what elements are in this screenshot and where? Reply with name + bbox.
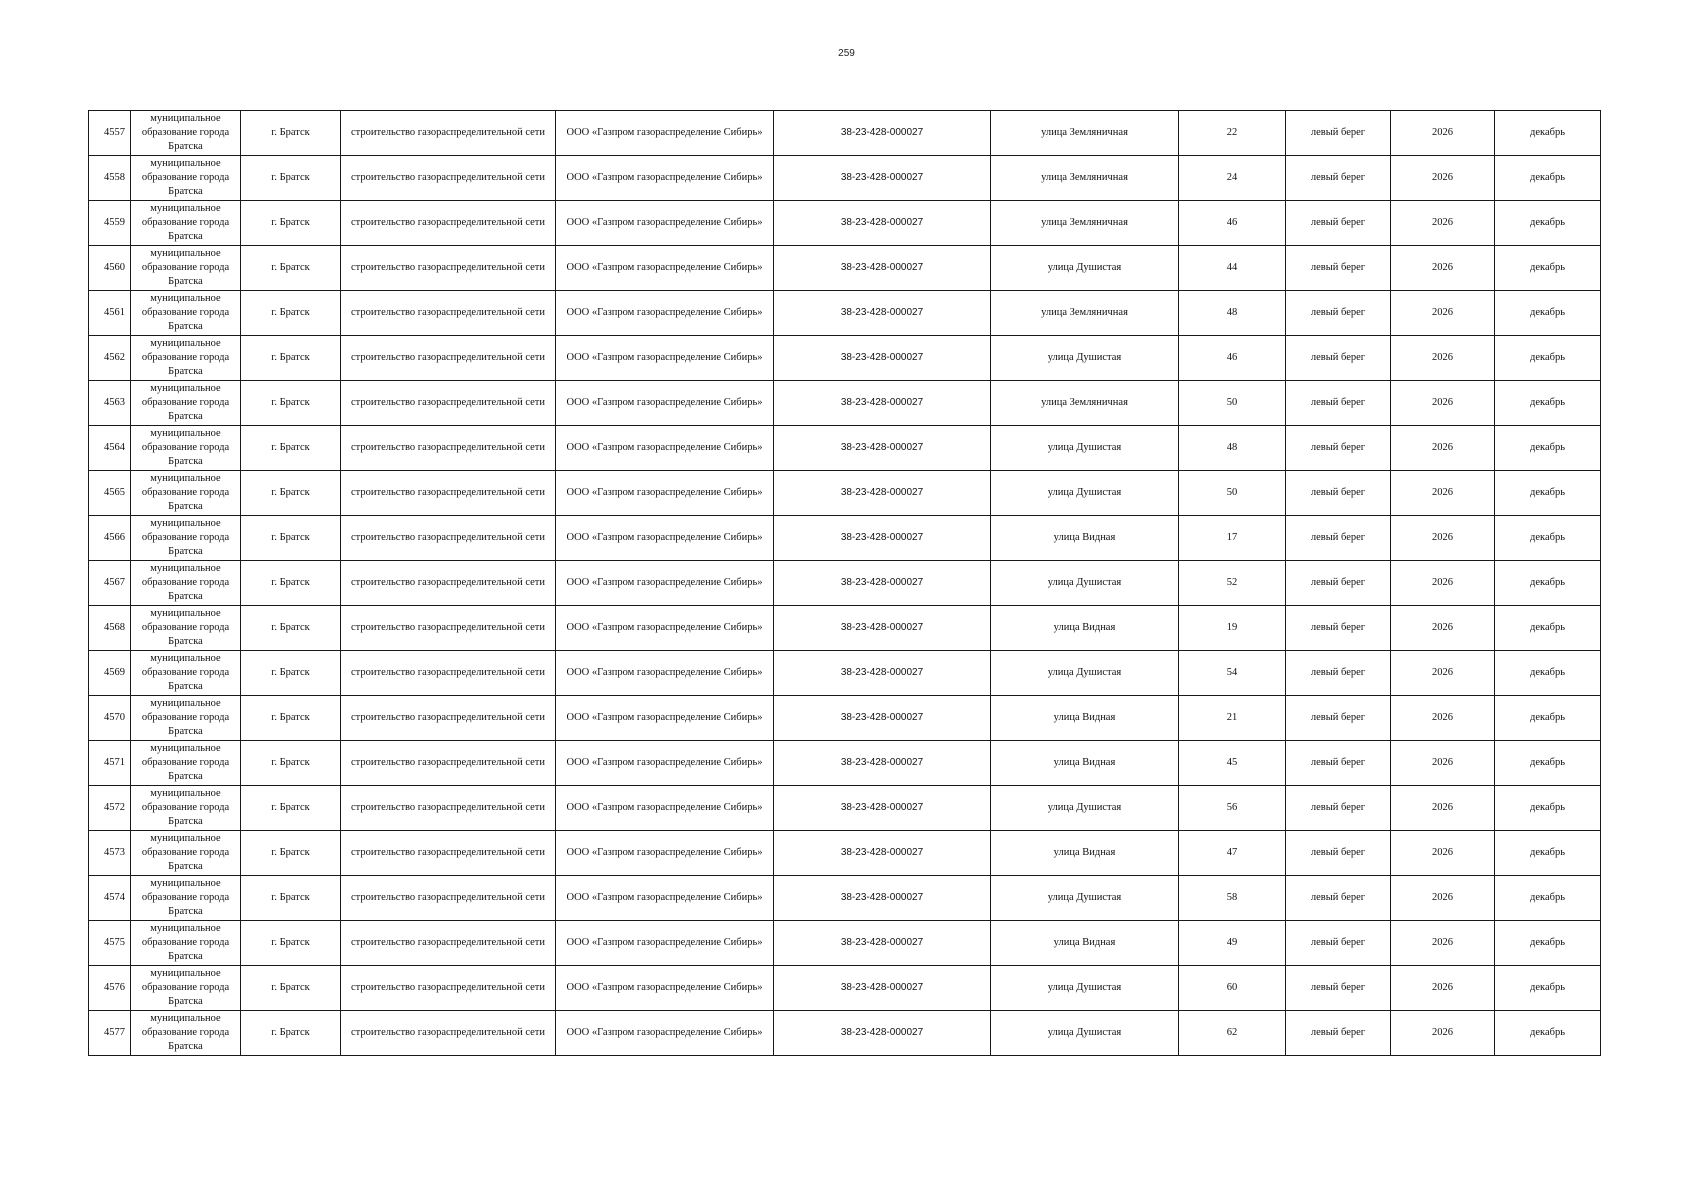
cadastral-number-cell: 38-23-428-000027 [774, 426, 991, 471]
cadastral-number-cell: 38-23-428-000027 [774, 336, 991, 381]
table-row [89, 651, 1601, 696]
cadastral-number-cell: 38-23-428-000027 [774, 1011, 991, 1056]
cadastral-number-cell: 38-23-428-000027 [774, 246, 991, 291]
organization-cell: ООО «Газпром газораспределение Сибирь» [556, 516, 774, 561]
city-cell: г. Братск [241, 786, 341, 831]
row-number-cell: 4569 [89, 651, 131, 696]
street-cell: улица Душистая [991, 246, 1179, 291]
month-cell: декабрь [1495, 426, 1601, 471]
table-row [89, 381, 1601, 426]
street-cell: улица Видная [991, 516, 1179, 561]
municipality-cell: муниципальное образование города Братска [131, 516, 241, 561]
work-type-cell: строительство газораспределительной сети [341, 336, 556, 381]
house-number-cell: 52 [1179, 561, 1286, 606]
municipality-cell: муниципальное образование города Братска [131, 786, 241, 831]
month-cell: декабрь [1495, 921, 1601, 966]
bank-cell: левый берег [1286, 516, 1391, 561]
table-row [89, 246, 1601, 291]
street-cell: улица Земляничная [991, 291, 1179, 336]
month-cell: декабрь [1495, 516, 1601, 561]
bank-cell: левый берег [1286, 561, 1391, 606]
table-row [89, 1011, 1601, 1056]
bank-cell: левый берег [1286, 471, 1391, 516]
year-cell: 2026 [1391, 201, 1495, 246]
row-number-cell: 4562 [89, 336, 131, 381]
street-cell: улица Земляничная [991, 111, 1179, 156]
city-cell: г. Братск [241, 921, 341, 966]
organization-cell: ООО «Газпром газораспределение Сибирь» [556, 1011, 774, 1056]
cadastral-number-cell: 38-23-428-000027 [774, 651, 991, 696]
work-type-cell: строительство газораспределительной сети [341, 201, 556, 246]
city-cell: г. Братск [241, 336, 341, 381]
bank-cell: левый берег [1286, 741, 1391, 786]
city-cell: г. Братск [241, 291, 341, 336]
organization-cell: ООО «Газпром газораспределение Сибирь» [556, 471, 774, 516]
work-type-cell: строительство газораспределительной сети [341, 831, 556, 876]
house-number-cell: 17 [1179, 516, 1286, 561]
work-type-cell: строительство газораспределительной сети [341, 156, 556, 201]
street-cell: улица Душистая [991, 561, 1179, 606]
house-number-cell: 22 [1179, 111, 1286, 156]
row-number-cell: 4567 [89, 561, 131, 606]
cadastral-number-cell: 38-23-428-000027 [774, 111, 991, 156]
month-cell: декабрь [1495, 831, 1601, 876]
month-cell: декабрь [1495, 336, 1601, 381]
organization-cell: ООО «Газпром газораспределение Сибирь» [556, 561, 774, 606]
city-cell: г. Братск [241, 426, 341, 471]
municipality-cell: муниципальное образование города Братска [131, 471, 241, 516]
table-row [89, 966, 1601, 1011]
city-cell: г. Братск [241, 1011, 341, 1056]
cadastral-number-cell: 38-23-428-000027 [774, 696, 991, 741]
city-cell: г. Братск [241, 741, 341, 786]
house-number-cell: 46 [1179, 201, 1286, 246]
cadastral-number-cell: 38-23-428-000027 [774, 831, 991, 876]
house-number-cell: 19 [1179, 606, 1286, 651]
year-cell: 2026 [1391, 651, 1495, 696]
month-cell: декабрь [1495, 561, 1601, 606]
organization-cell: ООО «Газпром газораспределение Сибирь» [556, 651, 774, 696]
city-cell: г. Братск [241, 606, 341, 651]
organization-cell: ООО «Газпром газораспределение Сибирь» [556, 921, 774, 966]
organization-cell: ООО «Газпром газораспределение Сибирь» [556, 246, 774, 291]
organization-cell: ООО «Газпром газораспределение Сибирь» [556, 741, 774, 786]
table-row [89, 876, 1601, 921]
row-number-cell: 4577 [89, 1011, 131, 1056]
organization-cell: ООО «Газпром газораспределение Сибирь» [556, 696, 774, 741]
city-cell: г. Братск [241, 831, 341, 876]
house-number-cell: 21 [1179, 696, 1286, 741]
table-row [89, 156, 1601, 201]
month-cell: декабрь [1495, 786, 1601, 831]
month-cell: декабрь [1495, 696, 1601, 741]
bank-cell: левый берег [1286, 336, 1391, 381]
bank-cell: левый берег [1286, 831, 1391, 876]
organization-cell: ООО «Газпром газораспределение Сибирь» [556, 381, 774, 426]
row-number-cell: 4573 [89, 831, 131, 876]
municipality-cell: муниципальное образование города Братска [131, 291, 241, 336]
month-cell: декабрь [1495, 1011, 1601, 1056]
year-cell: 2026 [1391, 156, 1495, 201]
municipality-cell: муниципальное образование города Братска [131, 156, 241, 201]
work-type-cell: строительство газораспределительной сети [341, 561, 556, 606]
organization-cell: ООО «Газпром газораспределение Сибирь» [556, 156, 774, 201]
organization-cell: ООО «Газпром газораспределение Сибирь» [556, 606, 774, 651]
street-cell: улица Земляничная [991, 201, 1179, 246]
city-cell: г. Братск [241, 246, 341, 291]
year-cell: 2026 [1391, 471, 1495, 516]
year-cell: 2026 [1391, 741, 1495, 786]
bank-cell: левый берег [1286, 921, 1391, 966]
municipality-cell: муниципальное образование города Братска [131, 831, 241, 876]
municipality-cell: муниципальное образование города Братска [131, 651, 241, 696]
row-number-cell: 4566 [89, 516, 131, 561]
row-number-cell: 4559 [89, 201, 131, 246]
bank-cell: левый берег [1286, 651, 1391, 696]
table-row [89, 606, 1601, 651]
year-cell: 2026 [1391, 831, 1495, 876]
month-cell: декабрь [1495, 201, 1601, 246]
street-cell: улица Душистая [991, 786, 1179, 831]
month-cell: декабрь [1495, 156, 1601, 201]
table-row [89, 561, 1601, 606]
work-type-cell: строительство газораспределительной сети [341, 426, 556, 471]
table-row [89, 786, 1601, 831]
month-cell: декабрь [1495, 111, 1601, 156]
municipality-cell: муниципальное образование города Братска [131, 561, 241, 606]
city-cell: г. Братск [241, 516, 341, 561]
work-type-cell: строительство газораспределительной сети [341, 921, 556, 966]
work-type-cell: строительство газораспределительной сети [341, 966, 556, 1011]
municipality-cell: муниципальное образование города Братска [131, 381, 241, 426]
row-number-cell: 4572 [89, 786, 131, 831]
cadastral-number-cell: 38-23-428-000027 [774, 606, 991, 651]
house-number-cell: 47 [1179, 831, 1286, 876]
year-cell: 2026 [1391, 111, 1495, 156]
bank-cell: левый берег [1286, 201, 1391, 246]
bank-cell: левый берег [1286, 381, 1391, 426]
month-cell: декабрь [1495, 876, 1601, 921]
street-cell: улица Видная [991, 696, 1179, 741]
table-row [89, 111, 1601, 156]
row-number-cell: 4568 [89, 606, 131, 651]
table-row [89, 516, 1601, 561]
year-cell: 2026 [1391, 246, 1495, 291]
table-row [89, 741, 1601, 786]
city-cell: г. Братск [241, 561, 341, 606]
bank-cell: левый берег [1286, 1011, 1391, 1056]
municipality-cell: муниципальное образование города Братска [131, 111, 241, 156]
house-number-cell: 48 [1179, 426, 1286, 471]
table-row [89, 291, 1601, 336]
city-cell: г. Братск [241, 876, 341, 921]
municipality-cell: муниципальное образование города Братска [131, 426, 241, 471]
cadastral-number-cell: 38-23-428-000027 [774, 876, 991, 921]
work-type-cell: строительство газораспределительной сети [341, 291, 556, 336]
municipality-cell: муниципальное образование города Братска [131, 201, 241, 246]
row-number-cell: 4576 [89, 966, 131, 1011]
year-cell: 2026 [1391, 921, 1495, 966]
month-cell: декабрь [1495, 471, 1601, 516]
year-cell: 2026 [1391, 696, 1495, 741]
house-number-cell: 60 [1179, 966, 1286, 1011]
house-number-cell: 54 [1179, 651, 1286, 696]
house-number-cell: 44 [1179, 246, 1286, 291]
cadastral-number-cell: 38-23-428-000027 [774, 201, 991, 246]
bank-cell: левый берег [1286, 696, 1391, 741]
page-number: 259 [838, 48, 855, 59]
table-row [89, 471, 1601, 516]
year-cell: 2026 [1391, 561, 1495, 606]
work-type-cell: строительство газораспределительной сети [341, 696, 556, 741]
city-cell: г. Братск [241, 111, 341, 156]
month-cell: декабрь [1495, 381, 1601, 426]
work-type-cell: строительство газораспределительной сети [341, 246, 556, 291]
year-cell: 2026 [1391, 786, 1495, 831]
work-type-cell: строительство газораспределительной сети [341, 471, 556, 516]
municipality-cell: муниципальное образование города Братска [131, 921, 241, 966]
year-cell: 2026 [1391, 606, 1495, 651]
cadastral-number-cell: 38-23-428-000027 [774, 786, 991, 831]
year-cell: 2026 [1391, 336, 1495, 381]
work-type-cell: строительство газораспределительной сети [341, 876, 556, 921]
bank-cell: левый берег [1286, 426, 1391, 471]
house-number-cell: 24 [1179, 156, 1286, 201]
table-row [89, 696, 1601, 741]
row-number-cell: 4570 [89, 696, 131, 741]
table-row [89, 201, 1601, 246]
street-cell: улица Душистая [991, 426, 1179, 471]
month-cell: декабрь [1495, 606, 1601, 651]
year-cell: 2026 [1391, 966, 1495, 1011]
municipality-cell: муниципальное образование города Братска [131, 1011, 241, 1056]
cadastral-number-cell: 38-23-428-000027 [774, 156, 991, 201]
municipality-cell: муниципальное образование города Братска [131, 606, 241, 651]
street-cell: улица Душистая [991, 651, 1179, 696]
work-type-cell: строительство газораспределительной сети [341, 1011, 556, 1056]
row-number-cell: 4565 [89, 471, 131, 516]
year-cell: 2026 [1391, 876, 1495, 921]
bank-cell: левый берег [1286, 246, 1391, 291]
bank-cell: левый берег [1286, 786, 1391, 831]
house-number-cell: 50 [1179, 471, 1286, 516]
year-cell: 2026 [1391, 516, 1495, 561]
month-cell: декабрь [1495, 291, 1601, 336]
organization-cell: ООО «Газпром газораспределение Сибирь» [556, 111, 774, 156]
municipality-cell: муниципальное образование города Братска [131, 966, 241, 1011]
organization-cell: ООО «Газпром газораспределение Сибирь» [556, 291, 774, 336]
cadastral-number-cell: 38-23-428-000027 [774, 291, 991, 336]
cadastral-number-cell: 38-23-428-000027 [774, 561, 991, 606]
year-cell: 2026 [1391, 1011, 1495, 1056]
city-cell: г. Братск [241, 966, 341, 1011]
work-type-cell: строительство газораспределительной сети [341, 786, 556, 831]
table-body [89, 111, 1601, 1056]
organization-cell: ООО «Газпром газораспределение Сибирь» [556, 966, 774, 1011]
row-number-cell: 4558 [89, 156, 131, 201]
street-cell: улица Душистая [991, 966, 1179, 1011]
table-row [89, 921, 1601, 966]
bank-cell: левый берег [1286, 111, 1391, 156]
work-type-cell: строительство газораспределительной сети [341, 741, 556, 786]
street-cell: улица Душистая [991, 336, 1179, 381]
row-number-cell: 4564 [89, 426, 131, 471]
objects-table [88, 110, 1601, 1056]
city-cell: г. Братск [241, 651, 341, 696]
work-type-cell: строительство газораспределительной сети [341, 651, 556, 696]
street-cell: улица Видная [991, 741, 1179, 786]
month-cell: декабрь [1495, 966, 1601, 1011]
organization-cell: ООО «Газпром газораспределение Сибирь» [556, 831, 774, 876]
row-number-cell: 4574 [89, 876, 131, 921]
table-row [89, 426, 1601, 471]
row-number-cell: 4561 [89, 291, 131, 336]
city-cell: г. Братск [241, 471, 341, 516]
month-cell: декабрь [1495, 651, 1601, 696]
house-number-cell: 58 [1179, 876, 1286, 921]
street-cell: улица Душистая [991, 876, 1179, 921]
house-number-cell: 46 [1179, 336, 1286, 381]
work-type-cell: строительство газораспределительной сети [341, 606, 556, 651]
work-type-cell: строительство газораспределительной сети [341, 111, 556, 156]
year-cell: 2026 [1391, 381, 1495, 426]
city-cell: г. Братск [241, 381, 341, 426]
bank-cell: левый берег [1286, 966, 1391, 1011]
bank-cell: левый берег [1286, 156, 1391, 201]
organization-cell: ООО «Газпром газораспределение Сибирь» [556, 201, 774, 246]
municipality-cell: муниципальное образование города Братска [131, 336, 241, 381]
bank-cell: левый берег [1286, 291, 1391, 336]
street-cell: улица Душистая [991, 1011, 1179, 1056]
house-number-cell: 62 [1179, 1011, 1286, 1056]
house-number-cell: 50 [1179, 381, 1286, 426]
cadastral-number-cell: 38-23-428-000027 [774, 471, 991, 516]
cadastral-number-cell: 38-23-428-000027 [774, 516, 991, 561]
month-cell: декабрь [1495, 246, 1601, 291]
street-cell: улица Видная [991, 831, 1179, 876]
street-cell: улица Земляничная [991, 381, 1179, 426]
city-cell: г. Братск [241, 201, 341, 246]
row-number-cell: 4575 [89, 921, 131, 966]
street-cell: улица Видная [991, 606, 1179, 651]
cadastral-number-cell: 38-23-428-000027 [774, 741, 991, 786]
organization-cell: ООО «Газпром газораспределение Сибирь» [556, 336, 774, 381]
work-type-cell: строительство газораспределительной сети [341, 381, 556, 426]
table-row [89, 831, 1601, 876]
municipality-cell: муниципальное образование города Братска [131, 741, 241, 786]
cadastral-number-cell: 38-23-428-000027 [774, 381, 991, 426]
organization-cell: ООО «Газпром газораспределение Сибирь» [556, 876, 774, 921]
organization-cell: ООО «Газпром газораспределение Сибирь» [556, 426, 774, 471]
year-cell: 2026 [1391, 426, 1495, 471]
municipality-cell: муниципальное образование города Братска [131, 246, 241, 291]
house-number-cell: 48 [1179, 291, 1286, 336]
cadastral-number-cell: 38-23-428-000027 [774, 921, 991, 966]
organization-cell: ООО «Газпром газораспределение Сибирь» [556, 786, 774, 831]
row-number-cell: 4557 [89, 111, 131, 156]
cadastral-number-cell: 38-23-428-000027 [774, 966, 991, 1011]
row-number-cell: 4560 [89, 246, 131, 291]
house-number-cell: 49 [1179, 921, 1286, 966]
bank-cell: левый берег [1286, 606, 1391, 651]
table-row [89, 336, 1601, 381]
city-cell: г. Братск [241, 156, 341, 201]
month-cell: декабрь [1495, 741, 1601, 786]
house-number-cell: 56 [1179, 786, 1286, 831]
work-type-cell: строительство газораспределительной сети [341, 516, 556, 561]
street-cell: улица Видная [991, 921, 1179, 966]
row-number-cell: 4571 [89, 741, 131, 786]
row-number-cell: 4563 [89, 381, 131, 426]
street-cell: улица Душистая [991, 471, 1179, 516]
street-cell: улица Земляничная [991, 156, 1179, 201]
municipality-cell: муниципальное образование города Братска [131, 876, 241, 921]
city-cell: г. Братск [241, 696, 341, 741]
year-cell: 2026 [1391, 291, 1495, 336]
house-number-cell: 45 [1179, 741, 1286, 786]
bank-cell: левый берег [1286, 876, 1391, 921]
municipality-cell: муниципальное образование города Братска [131, 696, 241, 741]
